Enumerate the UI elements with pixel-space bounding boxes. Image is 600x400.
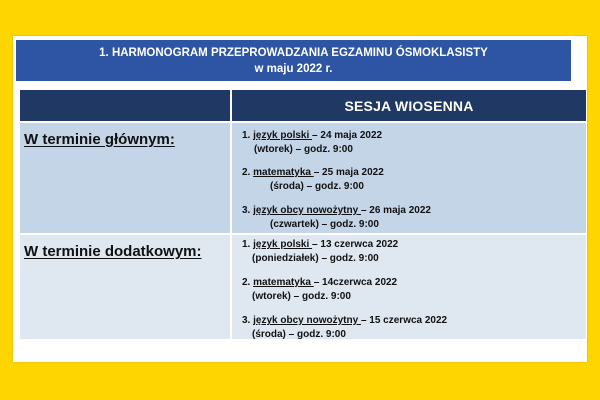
exam-item: [242, 314, 447, 342]
exam-number: 2.: [242, 277, 254, 288]
exam-subject: matematyka: [253, 167, 314, 178]
exam-subject: język polski: [253, 130, 313, 141]
exam-number: 2.: [242, 167, 254, 178]
exam-subject: język obcy nowożytny: [253, 205, 361, 216]
exam-date: – 15 czerwca 2022: [360, 315, 448, 326]
slide: [13, 36, 587, 362]
table-row-additional-term: [20, 233, 586, 339]
term-cell: [20, 123, 232, 233]
table-row-main-term: [20, 121, 586, 233]
exam-item: [242, 166, 384, 194]
exam-date: – 26 maja 2022: [360, 205, 431, 216]
exam-date: – 24 maja 2022: [312, 130, 383, 141]
exam-number: 1.: [242, 239, 254, 250]
schedule-table: [20, 90, 586, 339]
exam-day-time: (wtorek) – godz. 9:00: [252, 291, 351, 302]
term-label: W terminie głównym:: [24, 131, 175, 148]
title-banner: [16, 40, 571, 81]
exam-list: [232, 235, 586, 339]
exam-subject: język obcy nowożytny: [253, 315, 361, 326]
exam-date: – 14czerwca 2022: [313, 277, 398, 288]
exam-item: [242, 129, 382, 157]
exam-item: [242, 204, 431, 232]
exam-subject: język polski: [253, 239, 313, 250]
exam-number: 3.: [242, 315, 254, 326]
exam-date: – 13 czerwca 2022: [312, 239, 399, 250]
exam-day-time: (środa) – godz. 9:00: [270, 181, 364, 192]
exam-day-time: (środa) – godz. 9:00: [252, 329, 346, 340]
exam-day-time: (poniedziałek) – godz. 9:00: [252, 253, 379, 264]
exam-number: 3.: [242, 205, 254, 216]
exam-day-time: (wtorek) – godz. 9:00: [254, 144, 353, 155]
exam-subject: matematyka: [253, 277, 314, 288]
title-line-1: 1. HARMONOGRAM PRZEPROWADZANIA EGZAMINU ÓSMOKLASISTY: [99, 46, 488, 59]
term-label: W terminie dodatkowym:: [24, 243, 202, 260]
table-header-row: [20, 90, 586, 121]
exam-number: 1.: [242, 130, 254, 141]
term-cell: [20, 235, 232, 339]
exam-day-time: (czwartek) – godz. 9:00: [270, 219, 379, 230]
header-empty-cell: [20, 90, 232, 121]
exam-date: – 25 maja 2022: [313, 167, 384, 178]
exam-item: [242, 276, 397, 304]
session-header: SESJA WIOSENNA: [232, 90, 586, 121]
exam-list: [232, 123, 586, 233]
exam-item: [242, 238, 398, 266]
title-line-2: w maju 2022 r.: [254, 62, 333, 75]
